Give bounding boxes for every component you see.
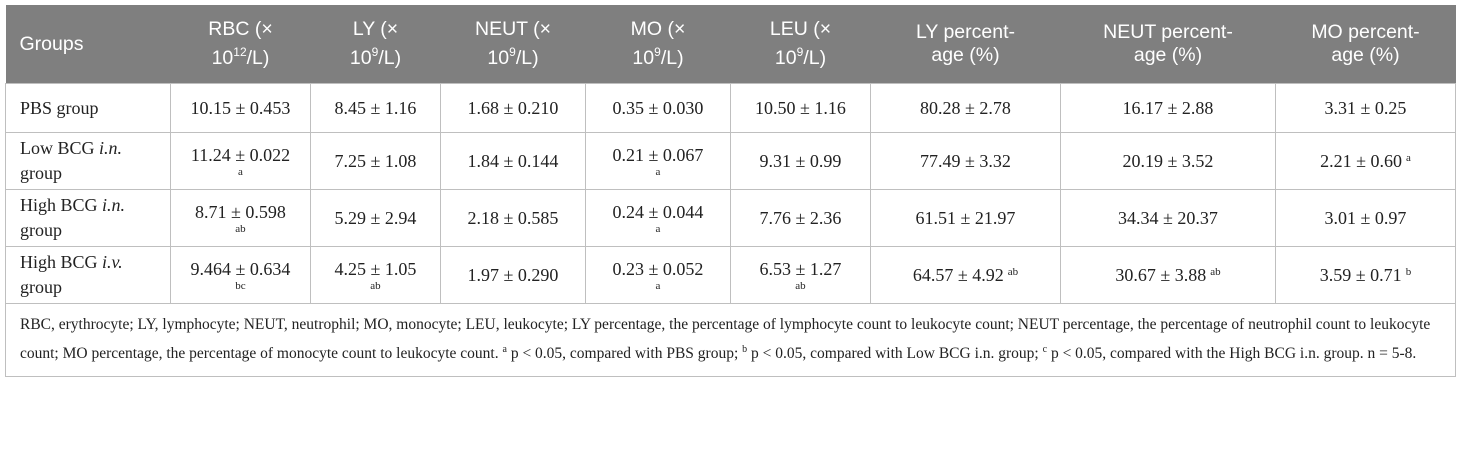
cell-value: 1.84 ± 0.144: [467, 150, 559, 171]
column-header-line1: LEU (×: [769, 18, 832, 40]
value-cell: [171, 133, 311, 190]
value-cell: [586, 247, 731, 304]
column-header-line1: LY (×: [352, 18, 399, 40]
table-row: [6, 190, 1456, 247]
footnote-text: p < 0.05, compared with PBS group;: [506, 345, 743, 362]
group-name: High BCG: [20, 252, 103, 272]
value-cell: [1061, 190, 1276, 247]
data-table-container: [5, 5, 1455, 377]
group-suffix: group: [20, 163, 62, 183]
column-header-superscript: 9: [654, 45, 661, 59]
column-header-unit: /L): [515, 47, 539, 69]
value-cell: [1061, 84, 1276, 133]
significance-mark: a: [238, 166, 243, 178]
table-footnote: [6, 304, 1456, 377]
cell-value: 0.35 ± 0.030: [612, 97, 704, 118]
cell-value: 1.97 ± 0.290: [467, 264, 559, 285]
value-cell: [731, 133, 871, 190]
footnote-superscript: a: [502, 344, 507, 355]
column-header: [731, 5, 871, 84]
cell-value: 6.53 ± 1.27: [759, 259, 842, 279]
significance-mark: ab: [1007, 265, 1019, 278]
value-cell: [871, 247, 1061, 304]
cell-value: 0.21 ± 0.067: [612, 145, 704, 165]
cell-value: 34.34 ± 20.37: [1118, 207, 1218, 228]
group-cell: [6, 133, 171, 190]
group-name: Low BCG: [20, 138, 100, 158]
footnote-text: RBC, erythrocyte; LY, lymphocyte; NEUT, neutrophil; MO, monocyte; LEU, leukocyte; LY percentage, the percentage of lymphocyte count to leukocyte count; NEUT percentage, the percentage of neutrophil count to leukocyte count; MO percentage, the percentage of monocyte count to leukocyte count.: [20, 316, 1431, 362]
column-header-unit: /L): [660, 47, 684, 69]
column-header-line2: 10: [632, 47, 655, 69]
value-cell: [1276, 133, 1456, 190]
table-header: [6, 5, 1456, 84]
significance-mark: a: [1406, 151, 1411, 164]
cell-value: 4.25 ± 1.05: [334, 259, 417, 279]
column-header: [1276, 5, 1456, 84]
column-header-line1: LY percent-: [915, 21, 1015, 43]
cell-value: 77.49 ± 3.32: [920, 150, 1011, 171]
value-cell: [311, 247, 441, 304]
column-header-superscript: 9: [371, 45, 379, 59]
value-cell: [311, 190, 441, 247]
cell-value: 11.24 ± 0.022: [190, 145, 291, 165]
value-cell: [731, 247, 871, 304]
significance-mark: a: [655, 280, 661, 292]
group-suffix: group: [20, 277, 62, 297]
value-cell: [731, 84, 871, 133]
column-header-unit: /L): [246, 47, 270, 69]
cell-value: 0.24 ± 0.044: [612, 202, 704, 222]
cell-value: 16.17 ± 2.88: [1122, 97, 1214, 118]
column-header-unit: /L): [803, 47, 827, 69]
column-header: [171, 5, 311, 84]
cell-value: 0.23 ± 0.052: [612, 259, 704, 279]
value-cell: [171, 190, 311, 247]
cell-value: 3.31 ± 0.25: [1324, 97, 1407, 118]
value-cell: [441, 84, 586, 133]
group-name: PBS group: [20, 97, 99, 118]
group-cell: [6, 247, 171, 304]
blood-cell-table: [5, 5, 1456, 377]
footnote-superscript: c: [1042, 344, 1048, 355]
significance-mark: b: [1405, 265, 1412, 278]
cell-value: 8.71 ± 0.598: [195, 202, 286, 222]
cell-value: 80.28 ± 2.78: [920, 97, 1011, 118]
column-header: [871, 5, 1061, 84]
column-header-line1: MO (×: [630, 18, 686, 40]
group-cell: [6, 190, 171, 247]
cell-value: 9.31 ± 0.99: [759, 150, 842, 171]
value-cell: [1276, 84, 1456, 133]
footnote-text: p < 0.05, compared with Low BCG i.n. group;: [747, 345, 1043, 362]
value-cell: [171, 84, 311, 133]
column-header-line2: 10: [487, 47, 510, 69]
value-cell: [586, 84, 731, 133]
column-header: [6, 5, 171, 84]
value-cell: [586, 190, 731, 247]
value-cell: [171, 247, 311, 304]
value-cell: [731, 190, 871, 247]
footnote-row: [6, 304, 1456, 377]
column-header-line2: age (%): [1331, 44, 1400, 66]
value-cell: [441, 133, 586, 190]
table-row: [6, 247, 1456, 304]
cell-value: 10.50 ± 1.16: [755, 97, 846, 118]
footnote-text: p < 0.05, compared with the High BCG i.n. group. n = 5-8.: [1047, 345, 1417, 362]
column-header-line1: NEUT percent-: [1103, 21, 1233, 43]
column-header: [586, 5, 731, 84]
column-header-line1: MO percent-: [1311, 21, 1420, 43]
cell-value: 3.01 ± 0.97: [1324, 207, 1407, 228]
column-header: [1061, 5, 1276, 84]
group-name: High BCG: [20, 195, 103, 215]
group-route: i.n.: [99, 138, 123, 158]
column-header-line2: 10: [774, 47, 797, 69]
group-cell: [6, 84, 171, 133]
group-route: i.v.: [102, 252, 123, 272]
value-cell: [871, 133, 1061, 190]
significance-mark: a: [655, 223, 661, 235]
significance-mark: ab: [1210, 265, 1221, 278]
cell-value: 61.51 ± 21.97: [915, 207, 1016, 228]
footnote-superscript: b: [742, 344, 748, 355]
cell-value: 8.45 ± 1.16: [334, 97, 417, 118]
cell-value: 64.57 ± 4.92: [912, 264, 1004, 285]
column-header-superscript: 9: [796, 45, 804, 59]
cell-value: 30.67 ± 3.88: [1115, 264, 1207, 285]
value-cell: [871, 84, 1061, 133]
column-header-line1: Groups: [19, 32, 84, 55]
cell-value: 7.76 ± 2.36: [759, 207, 842, 228]
group-route: i.n.: [102, 195, 126, 215]
cell-value: 20.19 ± 3.52: [1122, 150, 1214, 171]
value-cell: [311, 84, 441, 133]
table-body: [6, 84, 1456, 377]
column-header-line1: NEUT (×: [474, 18, 552, 40]
cell-value: 2.18 ± 0.585: [467, 207, 559, 228]
value-cell: [871, 190, 1061, 247]
column-header-superscript: 12: [233, 45, 247, 59]
significance-mark: ab: [795, 280, 806, 292]
value-cell: [1276, 247, 1456, 304]
column-header-line2: 10: [349, 47, 372, 69]
column-header: [311, 5, 441, 84]
cell-value: 7.25 ± 1.08: [334, 150, 417, 171]
column-header-line2: age (%): [931, 44, 1000, 66]
significance-mark: ab: [235, 223, 246, 235]
value-cell: [1061, 247, 1276, 304]
cell-value: 2.21 ± 0.60: [1320, 150, 1402, 171]
column-header-unit: /L): [378, 47, 402, 69]
value-cell: [441, 190, 586, 247]
value-cell: [586, 133, 731, 190]
group-suffix: group: [20, 220, 62, 240]
cell-value: 3.59 ± 0.71: [1319, 264, 1402, 285]
cell-value: 9.464 ± 0.634: [190, 259, 291, 279]
table-row: [6, 133, 1456, 190]
value-cell: [1061, 133, 1276, 190]
cell-value: 10.15 ± 0.453: [190, 97, 291, 118]
table-row: [6, 84, 1456, 133]
value-cell: [1276, 190, 1456, 247]
header-row: [6, 5, 1456, 84]
cell-value: 1.68 ± 0.210: [467, 97, 559, 118]
significance-mark: ab: [370, 280, 381, 292]
significance-mark: a: [655, 166, 661, 178]
column-header-superscript: 9: [509, 45, 516, 59]
column-header-line2: age (%): [1133, 44, 1203, 66]
column-header-line1: RBC (×: [208, 18, 273, 40]
value-cell: [311, 133, 441, 190]
value-cell: [441, 247, 586, 304]
cell-value: 5.29 ± 2.94: [334, 207, 417, 228]
column-header: [441, 5, 586, 84]
significance-mark: bc: [235, 280, 246, 292]
column-header-line2: 10: [211, 47, 234, 69]
